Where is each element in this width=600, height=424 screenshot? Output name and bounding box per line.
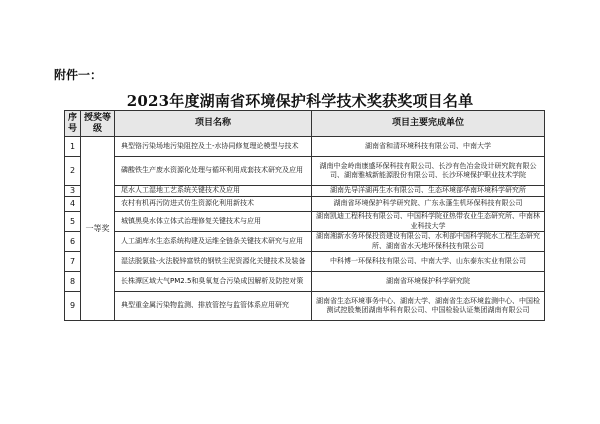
completing-units: 湖南省环境保护科学研究院、广东永蓬生机环保科技有限公司 xyxy=(312,197,545,212)
header-level: 授奖等级 xyxy=(81,111,115,137)
row-number: 7 xyxy=(65,252,81,272)
table-header-row xyxy=(65,111,545,137)
attachment-label: 附件一： xyxy=(54,68,103,82)
project-name: 典型铬污染场地污染阻控及土-水协同修复理论模型与技术 xyxy=(115,137,312,157)
row-number: 9 xyxy=(65,292,81,321)
project-name: 农村有机再污防进式仿生资源化利用新技术 xyxy=(115,197,312,212)
table-row xyxy=(65,292,545,321)
row-number: 6 xyxy=(65,232,81,252)
table-row xyxy=(65,186,545,197)
award-list-table xyxy=(64,110,545,321)
row-number: 3 xyxy=(65,186,81,197)
document-title: 2023年度湖南省环境保护科学技术奖获奖项目名单 xyxy=(126,92,474,110)
table-row xyxy=(65,197,545,212)
project-name: 磷酸铁生产废水资源化处理与循环利用成套技术研究及应用 xyxy=(115,157,312,186)
completing-units: 湖南省生态环境事务中心、湖南大学、湖南省生态环境监测中心、中国检测试控股集团湖南华科有限公司、中国检验认证集团湖南有限公司 xyxy=(312,292,545,321)
table-row xyxy=(65,137,545,157)
row-number: 5 xyxy=(65,212,81,232)
row-number: 4 xyxy=(65,197,81,212)
completing-units: 湖南中金岭南康盛环保科技有限公司、长沙有色冶金设计研究院有限公司、湖南雅城新能源股份有限公司、长沙环境保护职业技术学院 xyxy=(312,157,545,186)
project-name: 尾水人工湿地工艺系统关键技术及应用 xyxy=(115,186,312,197)
header-no: 序号 xyxy=(65,111,81,137)
project-name: 人工湖库水生态系统构建及运维全链条关键技术研究与应用 xyxy=(115,232,312,252)
completing-units: 湖南省环境保护科学研究院 xyxy=(312,272,545,292)
award-level-cell: 一等奖 xyxy=(81,137,115,321)
row-number: 2 xyxy=(65,157,81,186)
completing-units: 中科博一环保科技有限公司、中南大学、山东泰东实业有限公司 xyxy=(312,252,545,272)
table-row xyxy=(65,212,545,232)
table-row xyxy=(65,157,545,186)
completing-units: 湖南先导洋湖再生水有限公司、生态环境部华南环境科学研究所 xyxy=(312,186,545,197)
table-row xyxy=(65,252,545,272)
project-name: 长株潭区域大气PM2.5和臭氧复合污染成因解析及防控对策 xyxy=(115,272,312,292)
project-name: 城镇黑臭水体立体式治理修复关键技术与应用 xyxy=(115,212,312,232)
table-row xyxy=(65,272,545,292)
table-row xyxy=(65,232,545,252)
header-name: 项目名称 xyxy=(115,111,312,137)
project-name: 典型重金属污染物监测、排放管控与监管体系应用研究 xyxy=(115,292,312,321)
completing-units: 湖南省和清环境科技有限公司、中南大学 xyxy=(312,137,545,157)
header-unit: 项目主要完成单位 xyxy=(312,111,545,137)
completing-units: 湖南凯迪工程科技有限公司、中国科学院亚热带农业生态研究所、中南林业科技大学 xyxy=(312,212,545,232)
row-number: 1 xyxy=(65,137,81,157)
project-name: 湿法脱氯盐-火法脱锌富铁的钢铁尘泥资源化关键技术及装备 xyxy=(115,252,312,272)
completing-units: 湖南湘新水务环保投资建设有限公司、水利部中国科学院水工程生态研究所、湖南省水天地环保科技有限公司 xyxy=(312,232,545,252)
row-number: 8 xyxy=(65,272,81,292)
